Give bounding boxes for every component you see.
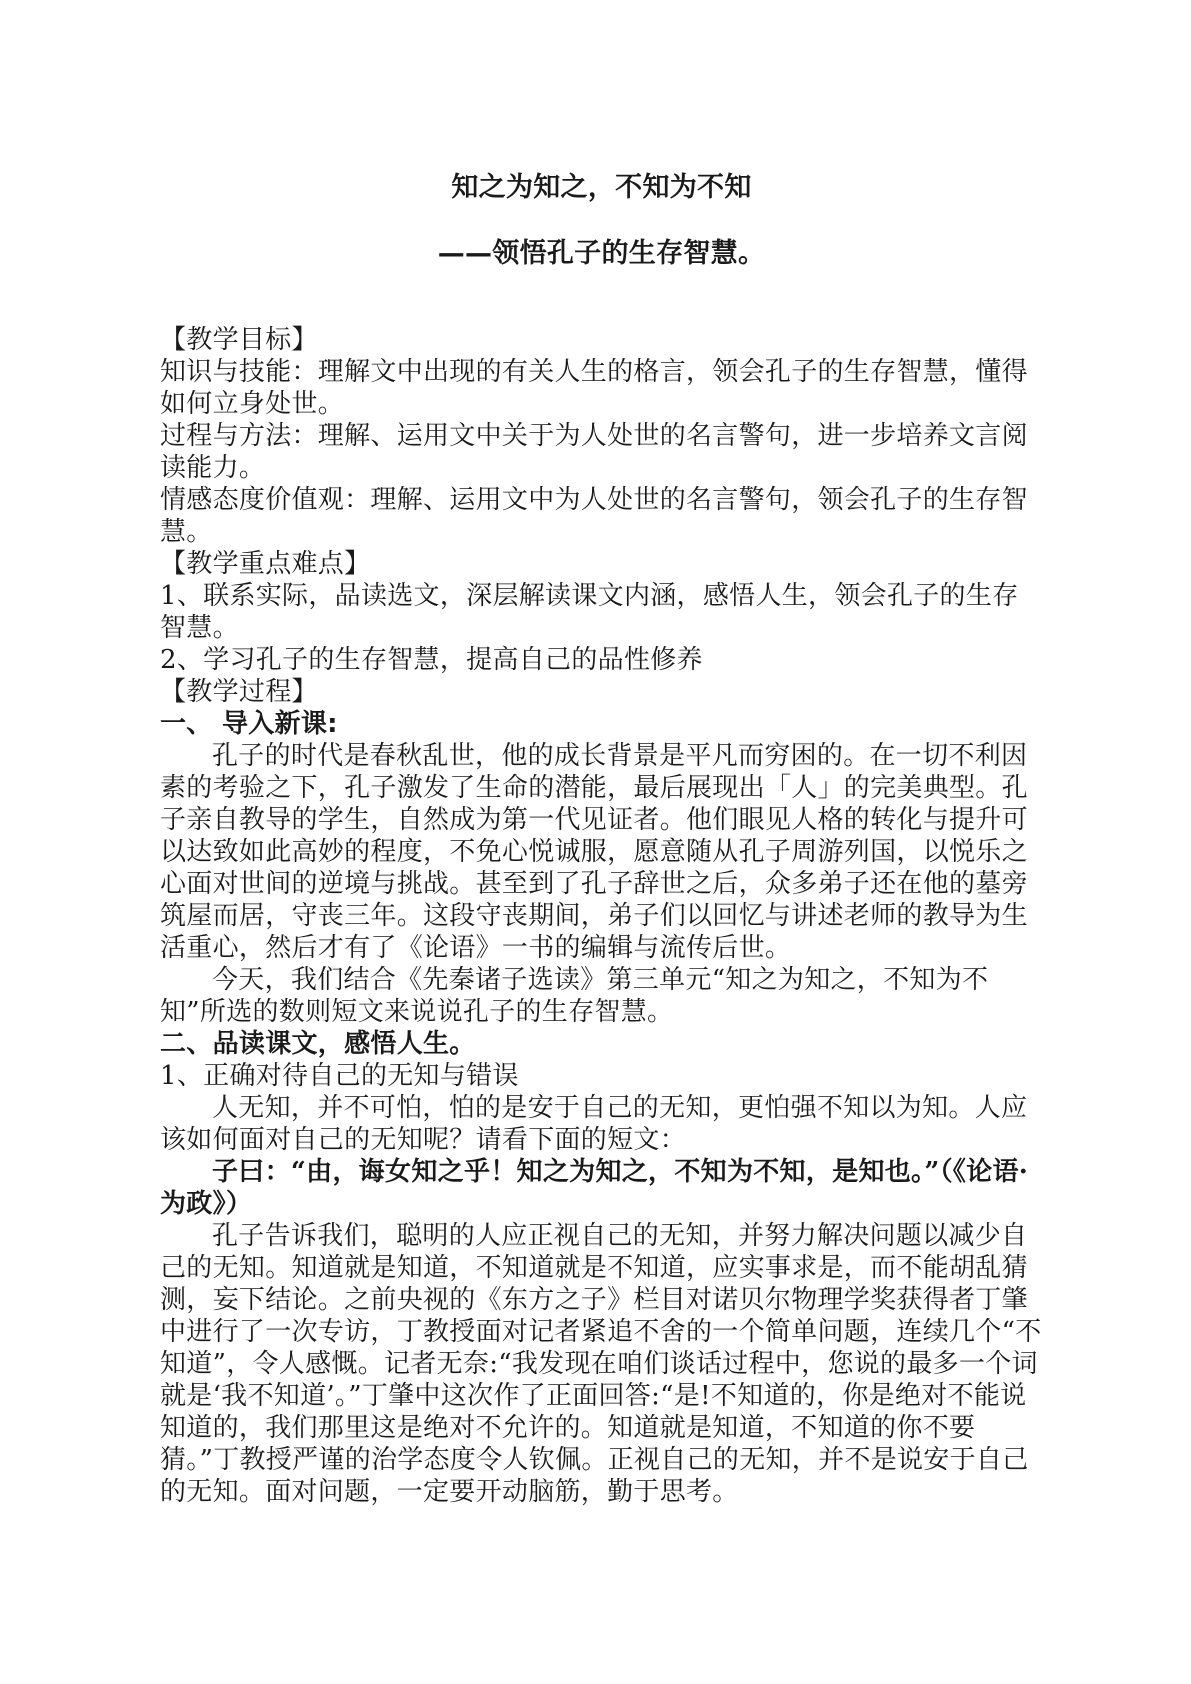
part2-paragraph-1: 人无知，并不可怕，怕的是安于自己的无知，更怕强不知以为知。人应该如何面对自己的无知呢？请看下面的短文： <box>160 1093 1028 1155</box>
part1-paragraph-2: 今天，我们结合《先秦诸子选读》第三单元“知之为知之，不知为不知”所选的数则短文来说说孔子的生存智慧。 <box>160 965 989 1027</box>
goals-heading: 【教学目标】 <box>160 325 318 355</box>
document-title: 知之为知之，不知为不知 <box>451 172 752 203</box>
document-body <box>160 324 1043 1508</box>
part2-subheading-1: 1、正确对待自己的无知与错误 <box>160 1061 519 1091</box>
document-subtitle: ——领悟孔子的生存智慧。 <box>437 238 766 269</box>
analects-quote: 子曰：“由，诲女知之乎！知之为知之，不知为不知，是知也。”（《论语·为政》） <box>160 1157 1029 1219</box>
key-point-1: 1、联系实际，品读选文，深层解读课文内涵，感悟人生，领会孔子的生存智慧。 <box>160 581 1019 643</box>
process-heading: 【教学过程】 <box>160 677 318 707</box>
goal-knowledge: 知识与技能：理解文中出现的有关人生的格言，领会孔子的生存智慧，懂得如何立身处世。 <box>160 357 1028 419</box>
key-point-2: 2、学习孔子的生存智慧，提高自己的品性修养 <box>160 645 703 675</box>
part1-paragraph-1: 孔子的时代是春秋乱世，他的成长背景是平凡而穷困的。在一切不利因素的考验之下，孔子激发了生命的潜能，最后展现出「人」的完美典型。孔子亲自教导的学生，自然成为第一代见证者。他们眼见人格的转化与提升可以达致如此高妙的程度，不免心悦诚服，愿意随从孔子周游列国，以悦乐之心面对世间的逆境与挑战。甚至到了孔子辞世之后，众多弟子还在他的墓旁筑屋而居，守丧三年。这段守丧期间，弟子们以回忆与讲述老师的教导为生活重心，然后才有了《论语》一书的编辑与流传后世。 <box>160 741 1028 963</box>
goal-process: 过程与方法：理解、运用文中关于为人处世的名言警句，进一步培养文言阅读能力。 <box>160 421 1028 483</box>
part2-paragraph-2: 孔子告诉我们，聪明的人应正视自己的无知，并努力解决问题以减少自己的无知。知道就是知道，不知道就是不知道，应实事求是，而不能胡乱猜测，妄下结论。之前央视的《东方之子》栏目对诺贝尔物理学奖获得者丁肇中进行了一次专访，丁教授面对记者紧追不舍的一个简单问题，连续几个“不知道”，令人感慨。记者无奈:“我发现在咱们谈话过程中，您说的最多一个词就是‘我不知道’。”丁肇中这次作了正面回答:“是!不知道的，你是绝对不能说知道的，我们那里这是绝对不允许的。知道就是知道，不知道的你不要猜。”丁教授严谨的治学态度令人钦佩。正视自己的无知，并不是说安于自己的无知。面对问题，一定要开动脑筋，勤于思考。 <box>160 1221 1042 1507</box>
part1-heading: 一、 导入新课: <box>160 709 338 739</box>
goal-emotion: 情感态度价值观：理解、运用文中为人处世的名言警句，领会孔子的生存智慧。 <box>160 485 1028 547</box>
part2-heading: 二、品读课文，感悟人生。 <box>160 1029 476 1059</box>
key-points-heading: 【教学重点难点】 <box>160 549 371 579</box>
